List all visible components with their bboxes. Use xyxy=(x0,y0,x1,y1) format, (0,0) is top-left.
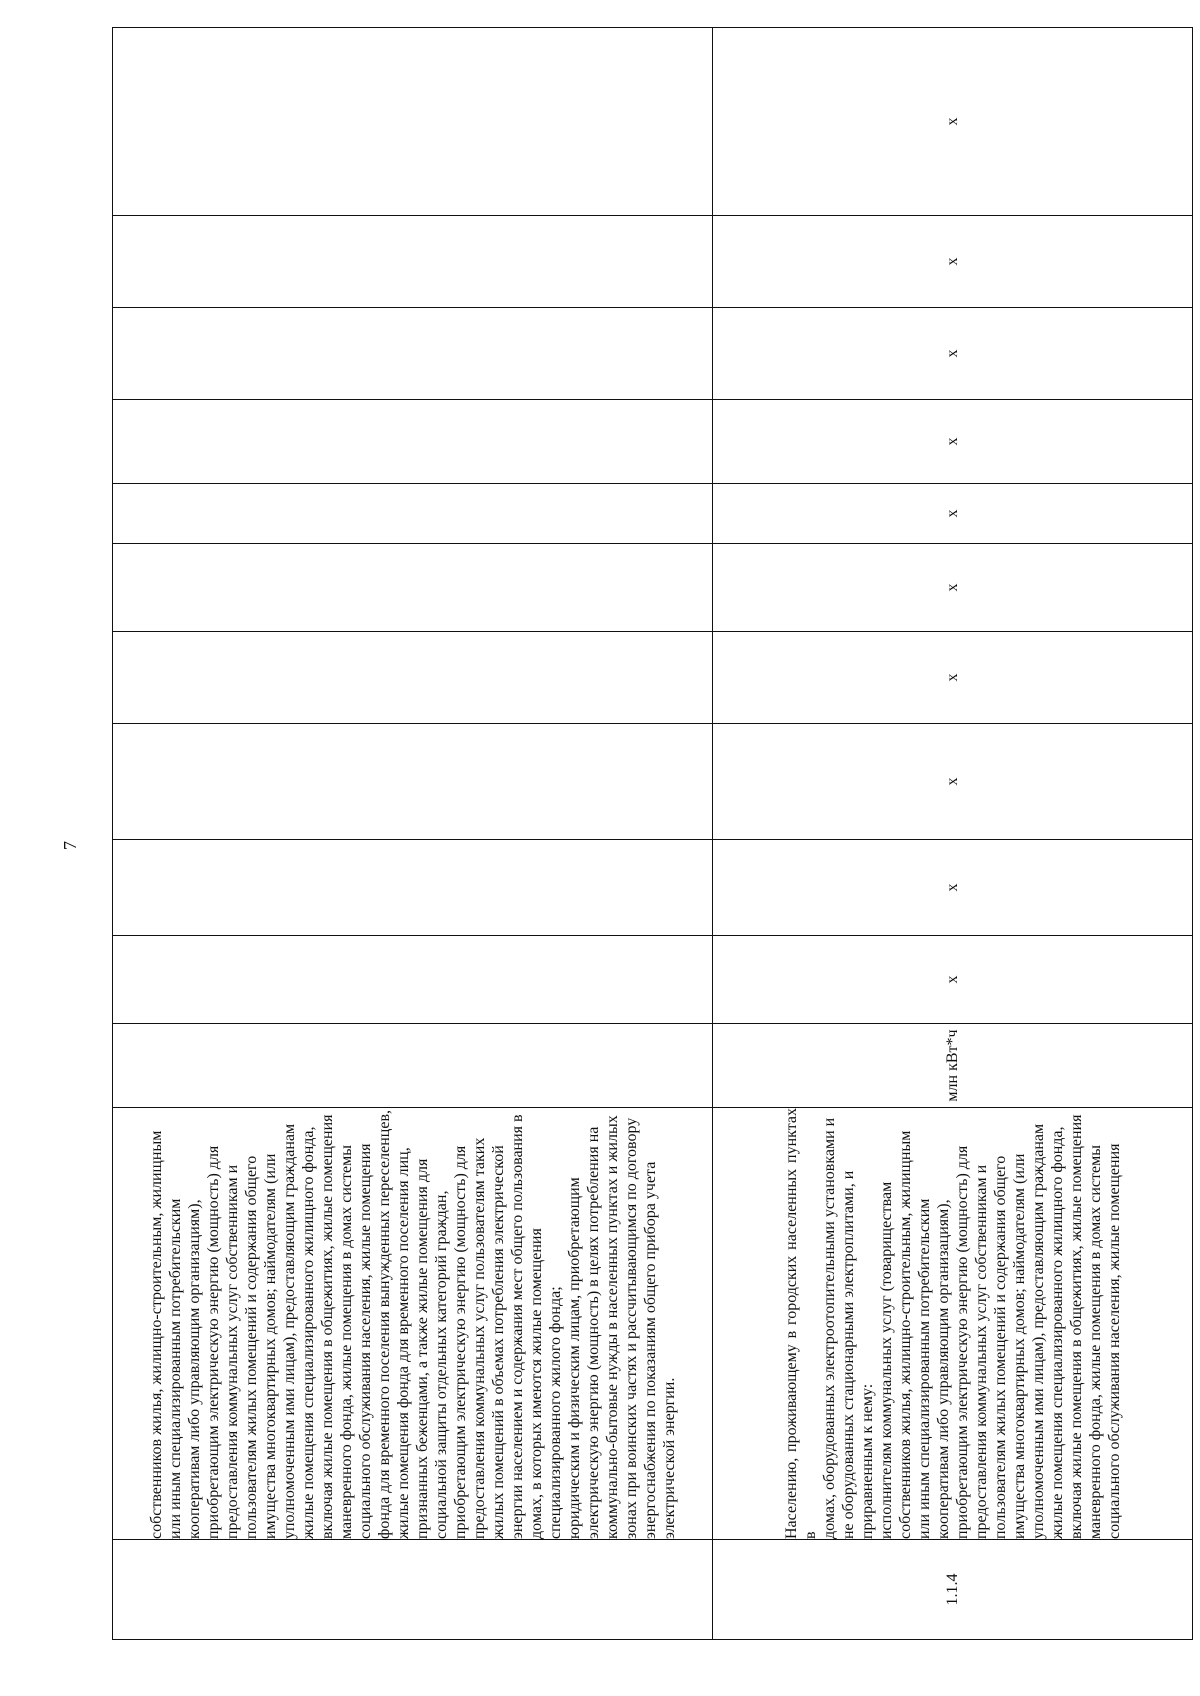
description-line: или иным специализированным потребительским xyxy=(915,1198,933,1539)
description-line: энергии населением и содержания мест общего пользования в xyxy=(508,1114,526,1539)
table-row xyxy=(113,28,713,1640)
description-line: юридическим и физическим лицам, приобретающим xyxy=(565,1177,583,1539)
description-line: собственников жилья, жилищно-строительным, жилищным xyxy=(896,1130,914,1539)
description-line: признанных беженцами, а также жилые помещения для xyxy=(413,1158,431,1539)
value-cell xyxy=(113,544,713,632)
value-cell: x xyxy=(713,544,1193,632)
description-line: или иным специализированным потребительским xyxy=(166,1198,184,1539)
description-line: не оборудованных стационарными электроплитами, и xyxy=(839,1170,857,1539)
description-line: электрическую энергию (мощность) в целях потребления на xyxy=(584,1126,602,1539)
value-cell: x xyxy=(713,28,1193,216)
value-cell: x xyxy=(713,400,1193,484)
value-cell xyxy=(113,936,713,1024)
description-line: пользователям жилых помещений и содержания общего xyxy=(991,1155,1009,1539)
rotated-table-container xyxy=(112,28,1192,1640)
value-cell xyxy=(113,632,713,724)
description-line: включая жилые помещения в общежитиях, жилые помещения xyxy=(318,1114,336,1539)
description-line: социальной защиты отдельных категорий граждан, xyxy=(432,1190,450,1539)
description-line: социального обслуживания населения, жилые помещения xyxy=(356,1143,374,1539)
table-row xyxy=(713,28,1193,1640)
description-line: имущества многоквартирных домов; наймодателям (или xyxy=(1010,1153,1028,1539)
description-line: Населению, проживающему в городских населенных пунктах в xyxy=(782,1108,819,1539)
value-cell xyxy=(113,484,713,544)
row-description-text xyxy=(782,1108,1124,1539)
description-line: предоставления коммунальных услуг пользователям таких xyxy=(470,1137,488,1539)
value-cell xyxy=(113,308,713,400)
description-line: предоставления коммунальных услуг собственникам и xyxy=(972,1164,990,1539)
page-number: 7 xyxy=(60,841,80,850)
description-line: домах, оборудованных электроотопительными установками и xyxy=(820,1117,838,1539)
description-line: маневренного фонда, жилые помещения в домах системы xyxy=(337,1145,355,1539)
value-cell xyxy=(113,840,713,936)
row-number-cell: 1.1.4 xyxy=(713,1540,1193,1640)
row-number-cell xyxy=(113,1540,713,1640)
description-line: жилых помещений в объемах потребления электрической xyxy=(489,1145,507,1539)
description-line: кооперативам либо управляющим организациям), xyxy=(934,1199,952,1539)
description-line: предоставления коммунальных услуг собственникам и xyxy=(223,1164,241,1539)
description-line: маневренного фонда, жилые помещения в домах системы xyxy=(1086,1145,1104,1539)
row-description-cell xyxy=(113,1108,713,1540)
description-line: приобретающим электрическую энергию (мощность) для xyxy=(204,1145,222,1539)
description-line: социального обслуживания населения, жилые помещения xyxy=(1105,1143,1123,1539)
value-cell xyxy=(113,216,713,308)
value-cell: x xyxy=(713,308,1193,400)
description-line: жилые помещения специализированного жилищного фонда, xyxy=(299,1126,317,1539)
description-line: жилые помещения специализированного жилищного фонда, xyxy=(1048,1126,1066,1539)
description-line: коммунально-бытовые нужды в населенных пунктах и жилых xyxy=(603,1115,621,1539)
description-line: специализированного жилого фонда; xyxy=(546,1286,564,1539)
value-cell xyxy=(113,724,713,840)
description-line: приобретающим электрическую энергию (мощность) для xyxy=(953,1145,971,1539)
description-line: домах, в которых имеются жилые помещения xyxy=(527,1228,545,1539)
description-line: фонда для временного поселения вынужденных переселенцев, xyxy=(375,1109,393,1539)
description-line: приобретающим электрическую энергию (мощность) для xyxy=(451,1145,469,1539)
description-line: жилые помещения фонда для временного поселения лиц, xyxy=(394,1147,412,1539)
value-cell: x xyxy=(713,216,1193,308)
value-cell: x xyxy=(713,484,1193,544)
description-line: пользователям жилых помещений и содержания общего xyxy=(242,1155,260,1539)
value-cell: x xyxy=(713,724,1193,840)
value-cell xyxy=(113,400,713,484)
description-line: исполнителям коммунальных услуг (товариществам xyxy=(877,1181,895,1539)
row-description-cell xyxy=(713,1108,1193,1540)
description-line: включая жилые помещения в общежитиях, жилые помещения xyxy=(1067,1114,1085,1539)
rotated-table-sheet xyxy=(112,28,1192,1640)
value-cell: x xyxy=(713,936,1193,1024)
description-line: имущества многоквартирных домов; наймодателям (или xyxy=(261,1153,279,1539)
row-description-text xyxy=(147,1108,679,1539)
description-line: собственников жилья, жилищно-строительным, жилищным xyxy=(147,1130,165,1539)
description-line: электрической энергии. xyxy=(660,1377,678,1539)
tariff-table xyxy=(112,27,1193,1640)
description-line: приравненным к нему: xyxy=(858,1383,876,1539)
value-cell: x xyxy=(713,840,1193,936)
description-line: кооперативам либо управляющим организациям), xyxy=(185,1199,203,1539)
value-cell: x xyxy=(713,632,1193,724)
description-line: зонах при воинских частях и рассчитывающимся по договору xyxy=(622,1117,640,1539)
description-line: уполномоченным ими лицам), предоставляющим гражданам xyxy=(1029,1123,1047,1539)
description-line: уполномоченным ими лицам), предоставляющим гражданам xyxy=(280,1123,298,1539)
row-unit-cell: млн кВт*ч xyxy=(713,1024,1193,1108)
row-unit-cell xyxy=(113,1024,713,1108)
description-line: энергоснабжения по показаниям общего прибора учета xyxy=(641,1161,659,1539)
value-cell xyxy=(113,28,713,216)
